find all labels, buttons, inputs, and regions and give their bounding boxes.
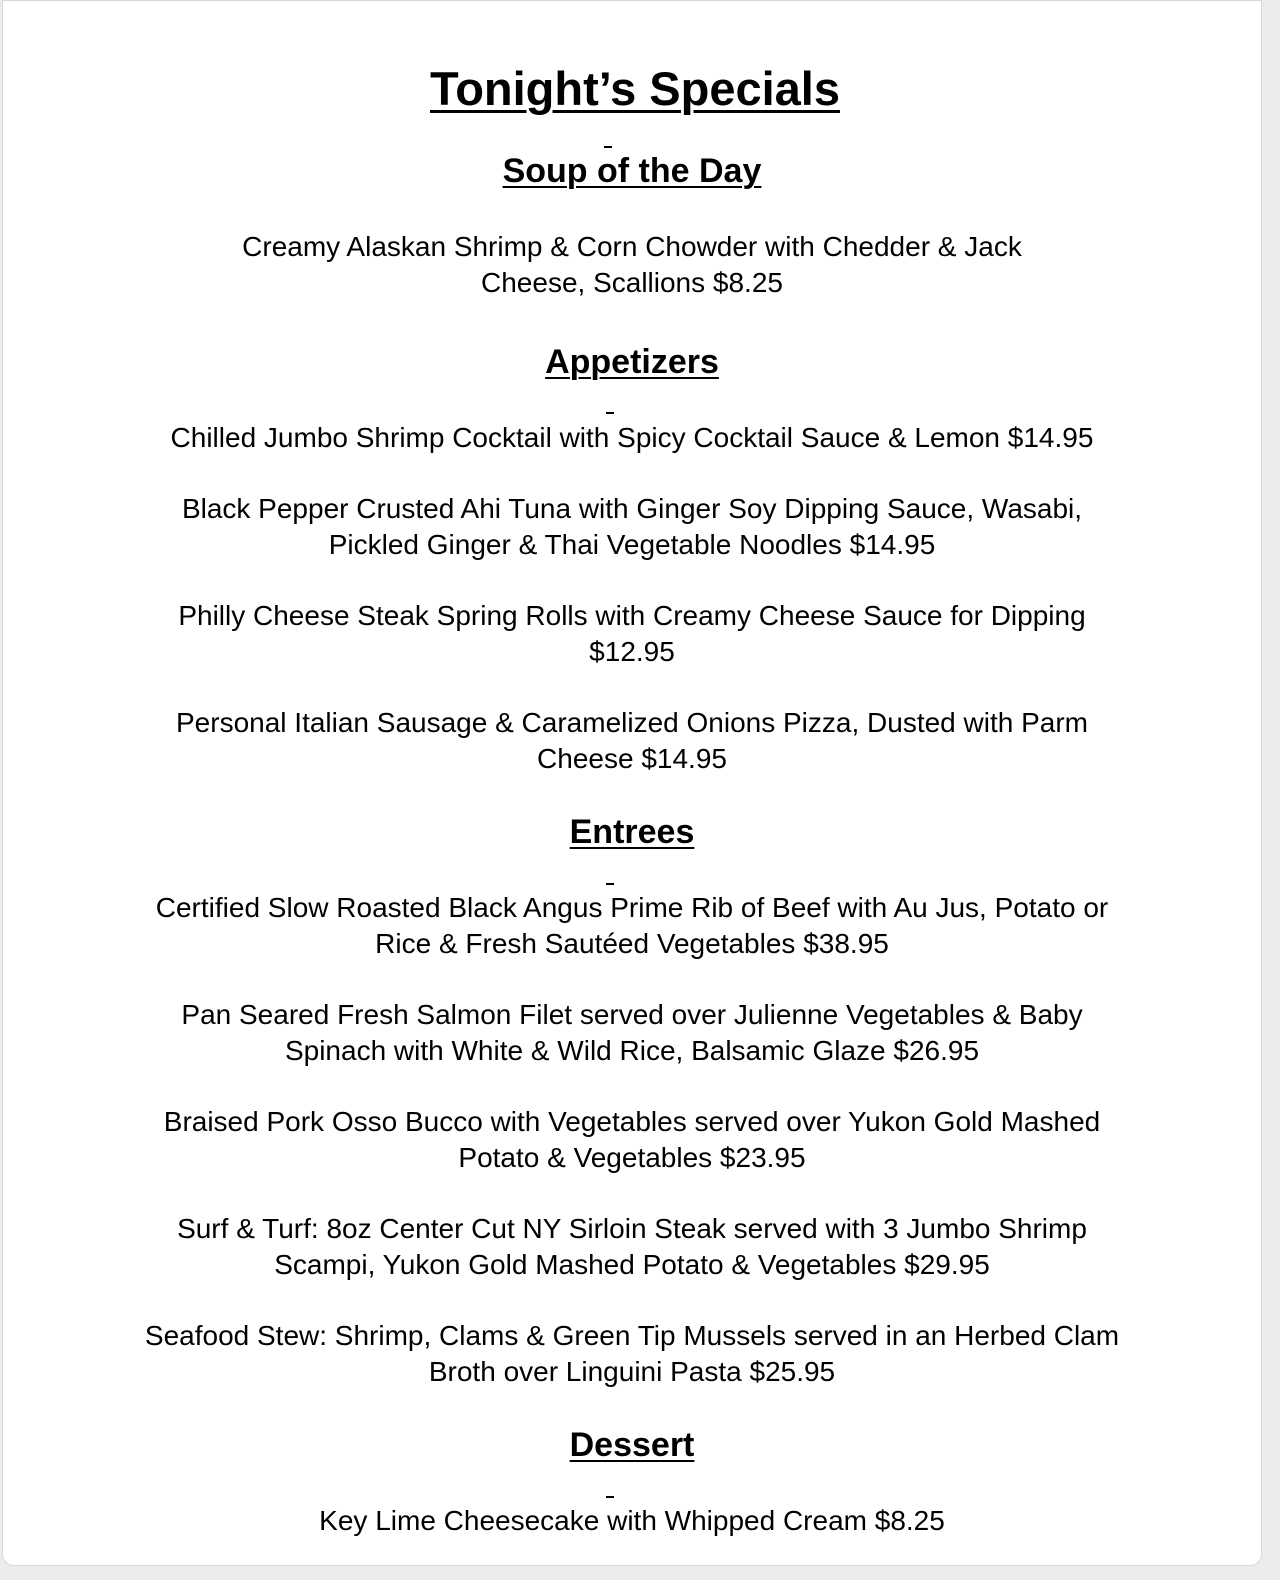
divider-mark: [606, 1496, 614, 1498]
menu-item-line: Pan Seared Fresh Salmon Filet served over Julienne Vegetables & Baby: [181, 999, 1083, 1030]
menu-item-line: Seafood Stew: Shrimp, Clams & Green Tip Mussels served in an Herbed Clam: [144, 1320, 1120, 1351]
menu-item-line: Rice & Fresh Sautéed Vegetables $38.95: [375, 928, 889, 959]
menu-item-appetizer: [3, 598, 1261, 670]
menu-item-line: Key Lime Cheesecake with Whipped Cream $8.25: [319, 1505, 945, 1536]
page-title: Tonight’s Specials: [429, 62, 840, 115]
divider-mark: [604, 146, 612, 148]
section-heading-entrees: Entrees: [569, 813, 695, 851]
menu-item-appetizer: [3, 420, 1261, 456]
menu-item-line: Pickled Ginger & Thai Vegetable Noodles $14.95: [328, 529, 936, 560]
divider-mark: [606, 883, 614, 885]
menu-item-entree: [3, 997, 1261, 1069]
menu-item-line: Cheese $14.95: [537, 743, 727, 774]
menu-item-line: Chilled Jumbo Shrimp Cocktail with Spicy Cocktail Sauce & Lemon $14.95: [170, 422, 1094, 453]
menu-content: [3, 1, 1261, 1565]
menu-item-line: Creamy Alaskan Shrimp & Corn Chowder with Chedder & Jack: [242, 231, 1022, 262]
menu-item-line: Potato & Vegetables $23.95: [458, 1142, 806, 1173]
menu-item-line: Braised Pork Osso Bucco with Vegetables served over Yukon Gold Mashed: [163, 1106, 1101, 1137]
section-heading-soup: Soup of the Day: [502, 152, 762, 190]
menu-item-entree: [3, 1104, 1261, 1176]
section-heading-appetizers: Appetizers: [545, 343, 719, 381]
menu-item-line: Personal Italian Sausage & Caramelized Onions Pizza, Dusted with Parm: [176, 707, 1088, 738]
menu-item-line: Cheese, Scallions $8.25: [481, 267, 783, 298]
menu-item-line: Philly Cheese Steak Spring Rolls with Creamy Cheese Sauce for Dipping: [178, 600, 1086, 631]
menu-item-entree: [3, 1211, 1261, 1283]
menu-page: [2, 0, 1262, 1566]
menu-item-appetizer: [3, 705, 1261, 777]
menu-item-entree: [3, 890, 1261, 962]
menu-item-soup: [3, 229, 1261, 301]
menu-item-line: Certified Slow Roasted Black Angus Prime Rib of Beef with Au Jus, Potato or: [155, 892, 1109, 923]
divider-mark: [606, 412, 614, 414]
menu-item-line: Black Pepper Crusted Ahi Tuna with Ginger Soy Dipping Sauce, Wasabi,: [181, 493, 1083, 524]
menu-item-line: Spinach with White & Wild Rice, Balsamic Glaze $26.95: [284, 1035, 980, 1066]
menu-item-line: $12.95: [589, 636, 675, 667]
menu-item-entree: [3, 1318, 1261, 1390]
menu-item-line: Scampi, Yukon Gold Mashed Potato & Vegetables $29.95: [274, 1249, 990, 1280]
section-heading-dessert: Dessert: [569, 1426, 695, 1464]
menu-item-dessert: [3, 1503, 1261, 1539]
menu-item-line: Surf & Turf: 8oz Center Cut NY Sirloin Steak served with 3 Jumbo Shrimp: [177, 1213, 1087, 1244]
menu-item-line: Broth over Linguini Pasta $25.95: [428, 1356, 836, 1387]
menu-item-appetizer: [3, 491, 1261, 563]
